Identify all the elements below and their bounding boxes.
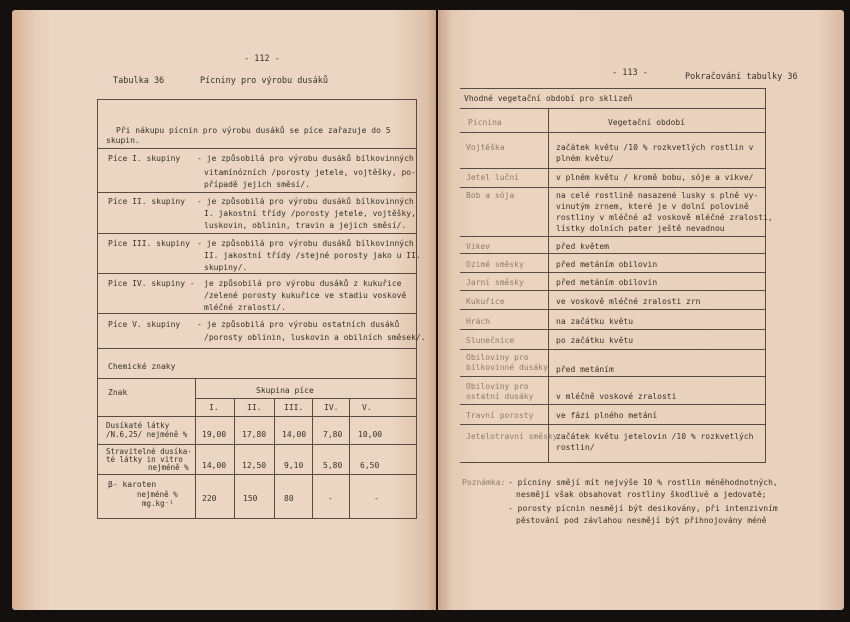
- chem-value: 6,50: [360, 461, 380, 470]
- crop-name: Vikev: [466, 242, 491, 251]
- table-border: [97, 99, 417, 100]
- open-book: [12, 10, 842, 614]
- crop-period: vinutým zrnem, které je v dolní polovině: [556, 202, 749, 211]
- col-divider: [195, 378, 196, 518]
- crop-name: Obiloviny pro: [466, 382, 529, 391]
- chem-value: 14,00: [202, 461, 227, 470]
- chem-value: 17,80: [242, 430, 267, 439]
- row-divider: [460, 309, 766, 310]
- chem-value: 10,00: [358, 430, 383, 439]
- page-number: - 112 -: [244, 54, 280, 64]
- chem-row-label: Stravitelné dusíka-: [106, 447, 192, 456]
- table-border: [765, 88, 766, 463]
- table-border: [416, 99, 417, 519]
- crop-name: bílkovinné dusáky: [466, 363, 548, 372]
- chem-group: I.: [209, 403, 219, 412]
- group-desc: luskovin, oblinin, travin a jejich směsí/.: [204, 221, 407, 230]
- chem-value: 150: [243, 494, 258, 503]
- crop-period: začátek květu jetelovin /10 % rozkvetlých: [556, 432, 754, 441]
- crop-period: v mléčně voskové zralosti: [556, 392, 677, 401]
- row-divider: [97, 192, 417, 193]
- chem-value: -: [328, 494, 333, 503]
- row-divider: [460, 132, 766, 133]
- table-border: [97, 518, 417, 519]
- chem-row-label: nejméně %: [148, 463, 189, 472]
- crop-name: Jetelotravní směsky: [466, 432, 558, 441]
- crop-period: v plném květu / kromě bobu, sóje a vikve/: [556, 173, 754, 182]
- chem-value: 7,80: [323, 430, 343, 439]
- crop-name: Kukuřice: [466, 297, 505, 306]
- chem-row-label: té látky in vitro: [106, 455, 183, 464]
- section-title: Vhodné vegetační období pro sklizeň: [464, 94, 633, 103]
- row-divider: [460, 290, 766, 291]
- row-divider: [460, 404, 766, 405]
- chem-group: II.: [247, 403, 262, 412]
- chem-value: 19,00: [202, 430, 227, 439]
- group-name: Píce V. skupiny: [108, 320, 181, 329]
- table-border: [97, 99, 98, 519]
- crop-name: Bob a sója: [466, 191, 515, 200]
- intro-text: Při nákupu pícnin pro výrobu dusáků se píce zařazuje do 5: [116, 126, 391, 135]
- chem-value: 14,00: [282, 430, 307, 439]
- crop-period: po začátku květu: [556, 336, 634, 345]
- note-text: nesmějí však obsahovat rostliny škodlivé a jedovaté;: [516, 490, 767, 499]
- left-page: [12, 10, 436, 610]
- chem-group-header: Skupina píce: [256, 386, 314, 395]
- row-divider: [460, 272, 766, 273]
- group-desc: je způsobilá pro výrobu dusáků z kukuřice: [204, 279, 402, 288]
- group-desc: /porosty oblinin, luskovin a obilních směsek/.: [204, 333, 426, 342]
- chem-value: -: [374, 494, 379, 503]
- col-header: Pícnina: [468, 118, 502, 127]
- group-name: Píce II. skupiny: [108, 197, 186, 206]
- row-divider: [97, 416, 417, 417]
- crop-period: ve voskově mléčné zralosti zrn: [556, 297, 701, 306]
- col-header: Vegetační období: [608, 118, 686, 127]
- row-divider: [460, 187, 766, 188]
- note-label: Poznámka:: [462, 478, 506, 487]
- group-name: Píce III. skupiny: [108, 239, 190, 248]
- row-divider: [97, 148, 417, 149]
- row-divider: [460, 236, 766, 237]
- group-desc: - je způsobilá pro výrobu dusáků bílkovinných: [197, 197, 414, 206]
- page-number: - 113 -: [612, 68, 648, 78]
- row-divider: [460, 108, 766, 109]
- crop-period: na začátku květu: [556, 317, 634, 326]
- row-divider: [97, 348, 417, 349]
- col-divider: [548, 108, 549, 463]
- crop-period: lístky dolních pater ještě nevadnou: [556, 224, 725, 233]
- row-divider: [97, 313, 417, 314]
- crop-name: Jarní směsky: [466, 278, 524, 287]
- crop-name: Obiloviny pro: [466, 353, 529, 362]
- crop-name: Vojtěška: [466, 143, 505, 152]
- chem-value: 80: [284, 494, 294, 503]
- crop-period: rostliny v mléčné až voskově mléčné zralosti,: [556, 213, 773, 222]
- crop-name: Travní porosty: [466, 411, 534, 420]
- group-desc: skupiny/.: [204, 263, 248, 272]
- row-divider: [460, 168, 766, 169]
- group-desc: I. jakostní třídy /porosty jetele, vojtěšky,: [204, 209, 416, 218]
- crop-period: plném květu/: [556, 154, 614, 163]
- group-desc: - je způsobilá pro výrobu ostatních dusáků: [197, 320, 400, 329]
- table-label: Tabulka 36: [113, 76, 165, 86]
- crop-name: Slunečnice: [466, 336, 515, 345]
- crop-period: před metáním obilovin: [556, 260, 658, 269]
- row-divider: [460, 329, 766, 330]
- group-desc: /zelené porosty kukuřice ve stadiu voskově: [204, 291, 407, 300]
- chem-row-label: nejméně %: [137, 490, 178, 499]
- note-text: pěstování pod závlahou nesmějí být přihnojovány méně: [516, 516, 767, 525]
- group-desc: - je způsobilá pro výrobu dusáků bílkovinných: [197, 154, 414, 163]
- group-name: Píce I. skupiny: [108, 154, 181, 163]
- chem-group: IV.: [324, 403, 339, 412]
- group-desc: II. jakostní třídy /stejné porosty jako u II.: [204, 251, 421, 260]
- group-desc: mléčné zralosti/.: [204, 303, 286, 312]
- crop-period: ve fázi plného metání: [556, 411, 658, 420]
- chem-row-label: /N.6,25/ nejméně %: [106, 430, 188, 439]
- continuation-label: Pokračování tabulky 36: [685, 72, 798, 82]
- chem-value: 220: [202, 494, 217, 503]
- table-title: Pícniny pro výrobu dusáků: [200, 76, 328, 86]
- crop-period: před květem: [556, 242, 609, 251]
- group-desc: vitamínózních /porosty jetele, vojtěšky, po-: [204, 168, 416, 177]
- crop-period: před metáním obilovin: [556, 278, 658, 287]
- right-page: [438, 10, 844, 610]
- crop-name: Hrách: [466, 317, 491, 326]
- row-divider: [97, 378, 417, 379]
- row-divider: [97, 444, 417, 445]
- row-divider: [97, 233, 417, 234]
- chem-value: 9,10: [284, 461, 304, 470]
- chem-row-label: mg.kg⁻¹: [142, 499, 174, 508]
- note-text: - porosty pícnin nesmějí být desikovány, při intenzivním: [508, 504, 778, 513]
- chem-value: 12,50: [242, 461, 267, 470]
- crop-period: před metáním: [556, 365, 614, 374]
- group-desc: případě jejich směsí/.: [204, 180, 310, 189]
- row-divider: [460, 349, 766, 350]
- crop-period: na celé rostlině nasazené lusky s plně vy-: [556, 191, 759, 200]
- chem-value: 5,80: [323, 461, 343, 470]
- intro-text: skupin.: [106, 136, 140, 145]
- row-divider: [460, 376, 766, 377]
- chem-title: Chemické znaky: [108, 362, 176, 371]
- table-border: [460, 88, 766, 89]
- row-divider: [97, 273, 417, 274]
- crop-name: Jetel luční: [466, 173, 519, 182]
- note-text: - pícniny smějí mít nejvýše 10 % rostlin méněhodnotných,: [508, 478, 778, 487]
- chem-group: V.: [362, 403, 372, 412]
- table-border: [460, 462, 766, 463]
- crop-period: začátek květu /10 % rozkvetlých rostlin v: [556, 143, 754, 152]
- row-divider: [460, 424, 766, 425]
- row-divider: [460, 253, 766, 254]
- group-desc: - je způsobilá pro výrobu dusáků bílkovinných: [197, 239, 414, 248]
- chem-col-header: Znak: [108, 388, 128, 397]
- chem-group: III.: [284, 403, 304, 412]
- crop-name: Ozimé směsky: [466, 260, 524, 269]
- row-divider: [195, 398, 416, 399]
- crop-name: ostatní dusáky: [466, 392, 534, 401]
- group-name: Píce IV. skupiny -: [108, 279, 195, 288]
- chem-row-label: β- karoten: [108, 480, 157, 489]
- crop-period: rostlin/: [556, 443, 595, 452]
- row-divider: [97, 474, 417, 475]
- chem-row-label: Dusíkaté látky: [106, 421, 170, 430]
